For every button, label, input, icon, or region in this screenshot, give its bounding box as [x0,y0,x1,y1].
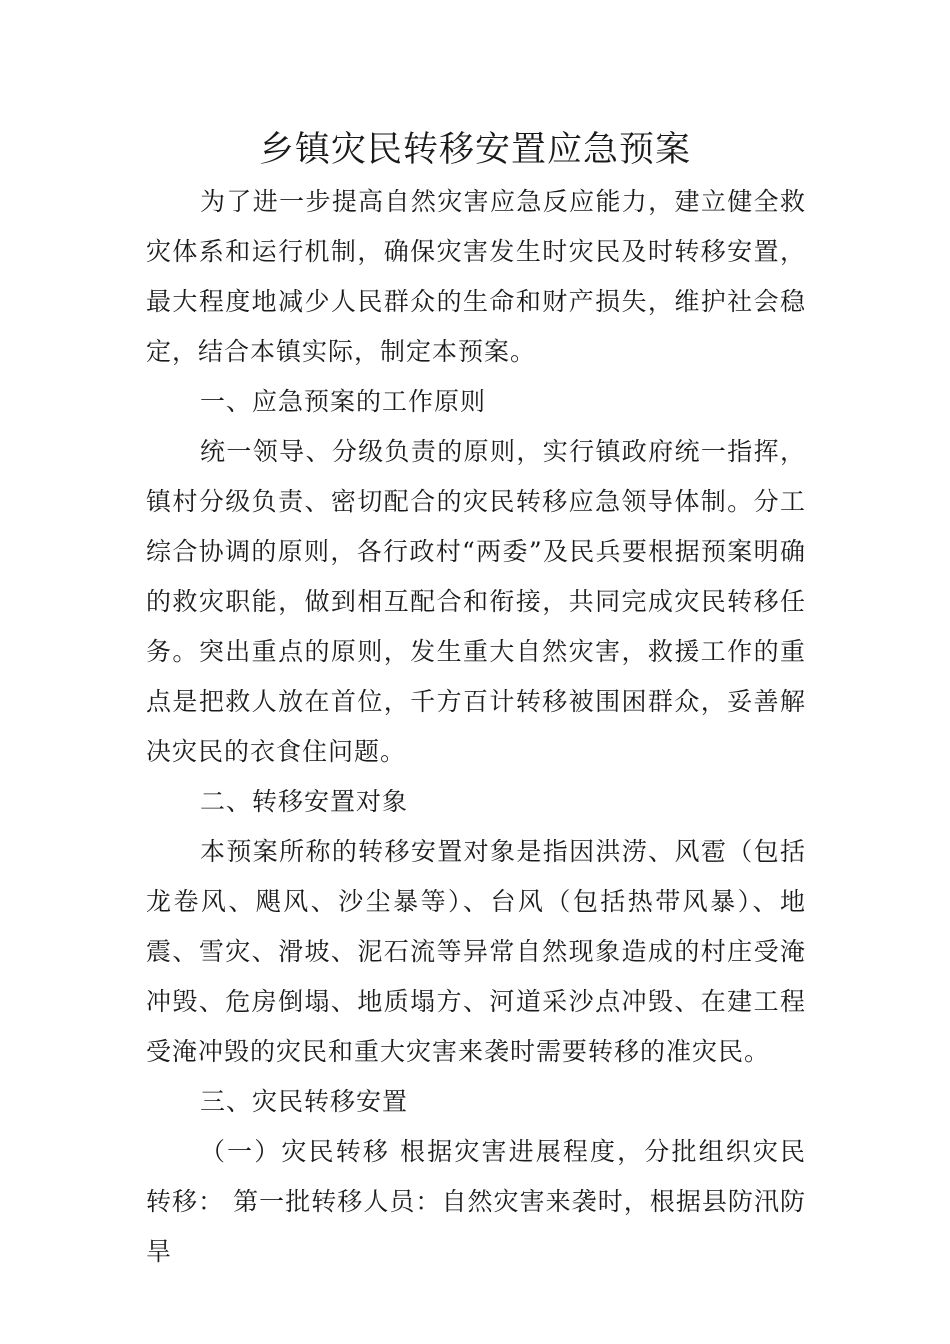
section-heading-2: 二、转移安置对象 [200,787,409,816]
section-heading-1: 一、应急预案的工作原则 [200,387,487,416]
section-heading-3: 三、灾民转移安置 [200,1087,409,1116]
targets-paragraph: 本预案所称的转移安置对象是指因洪涝、风雹（包括龙卷风、飓风、沙尘暴等）、台风（包括热带风暴）、地震、雪灾、滑坡、泥石流等异常自然现象造成的村庄受淹冲毁、危房倒塌、地质塌方、河道采沙点冲毁、在建工程受淹冲毁的灾民和重大灾害来袭时需要转移的准灾民。 [146,837,806,1066]
document-body [146,177,806,1277]
document-title: 乡镇灾民转移安置应急预案 [258,130,691,170]
transfer-paragraph: （一）灾民转移 根据灾害进展程度，分批组织灾民转移： 第一批转移人员：自然灾害来袭时，根据县防汛防旱 [146,1137,806,1266]
intro-paragraph: 为了进一步提高自然灾害应急反应能力，建立健全救灾体系和运行机制，确保灾害发生时灾民及时转移安置，最大程度地减少人民群众的生命和财产损失，维护社会稳定，结合本镇实际，制定本预案。 [146,187,806,366]
principles-paragraph: 统一领导、分级负责的原则，实行镇政府统一指挥，镇村分级负责、密切配合的灾民转移应急领导体制。分工综合协调的原则，各行政村“两委”及民兵要根据预案明确的救灾职能，做到相互配合和衔接，共同完成灾民转移任务。突出重点的原则，发生重大自然灾害，救援工作的重点是把救人放在首位，千方百计转移被围困群众，妥善解决灾民的衣食住问题。 [146,437,806,766]
